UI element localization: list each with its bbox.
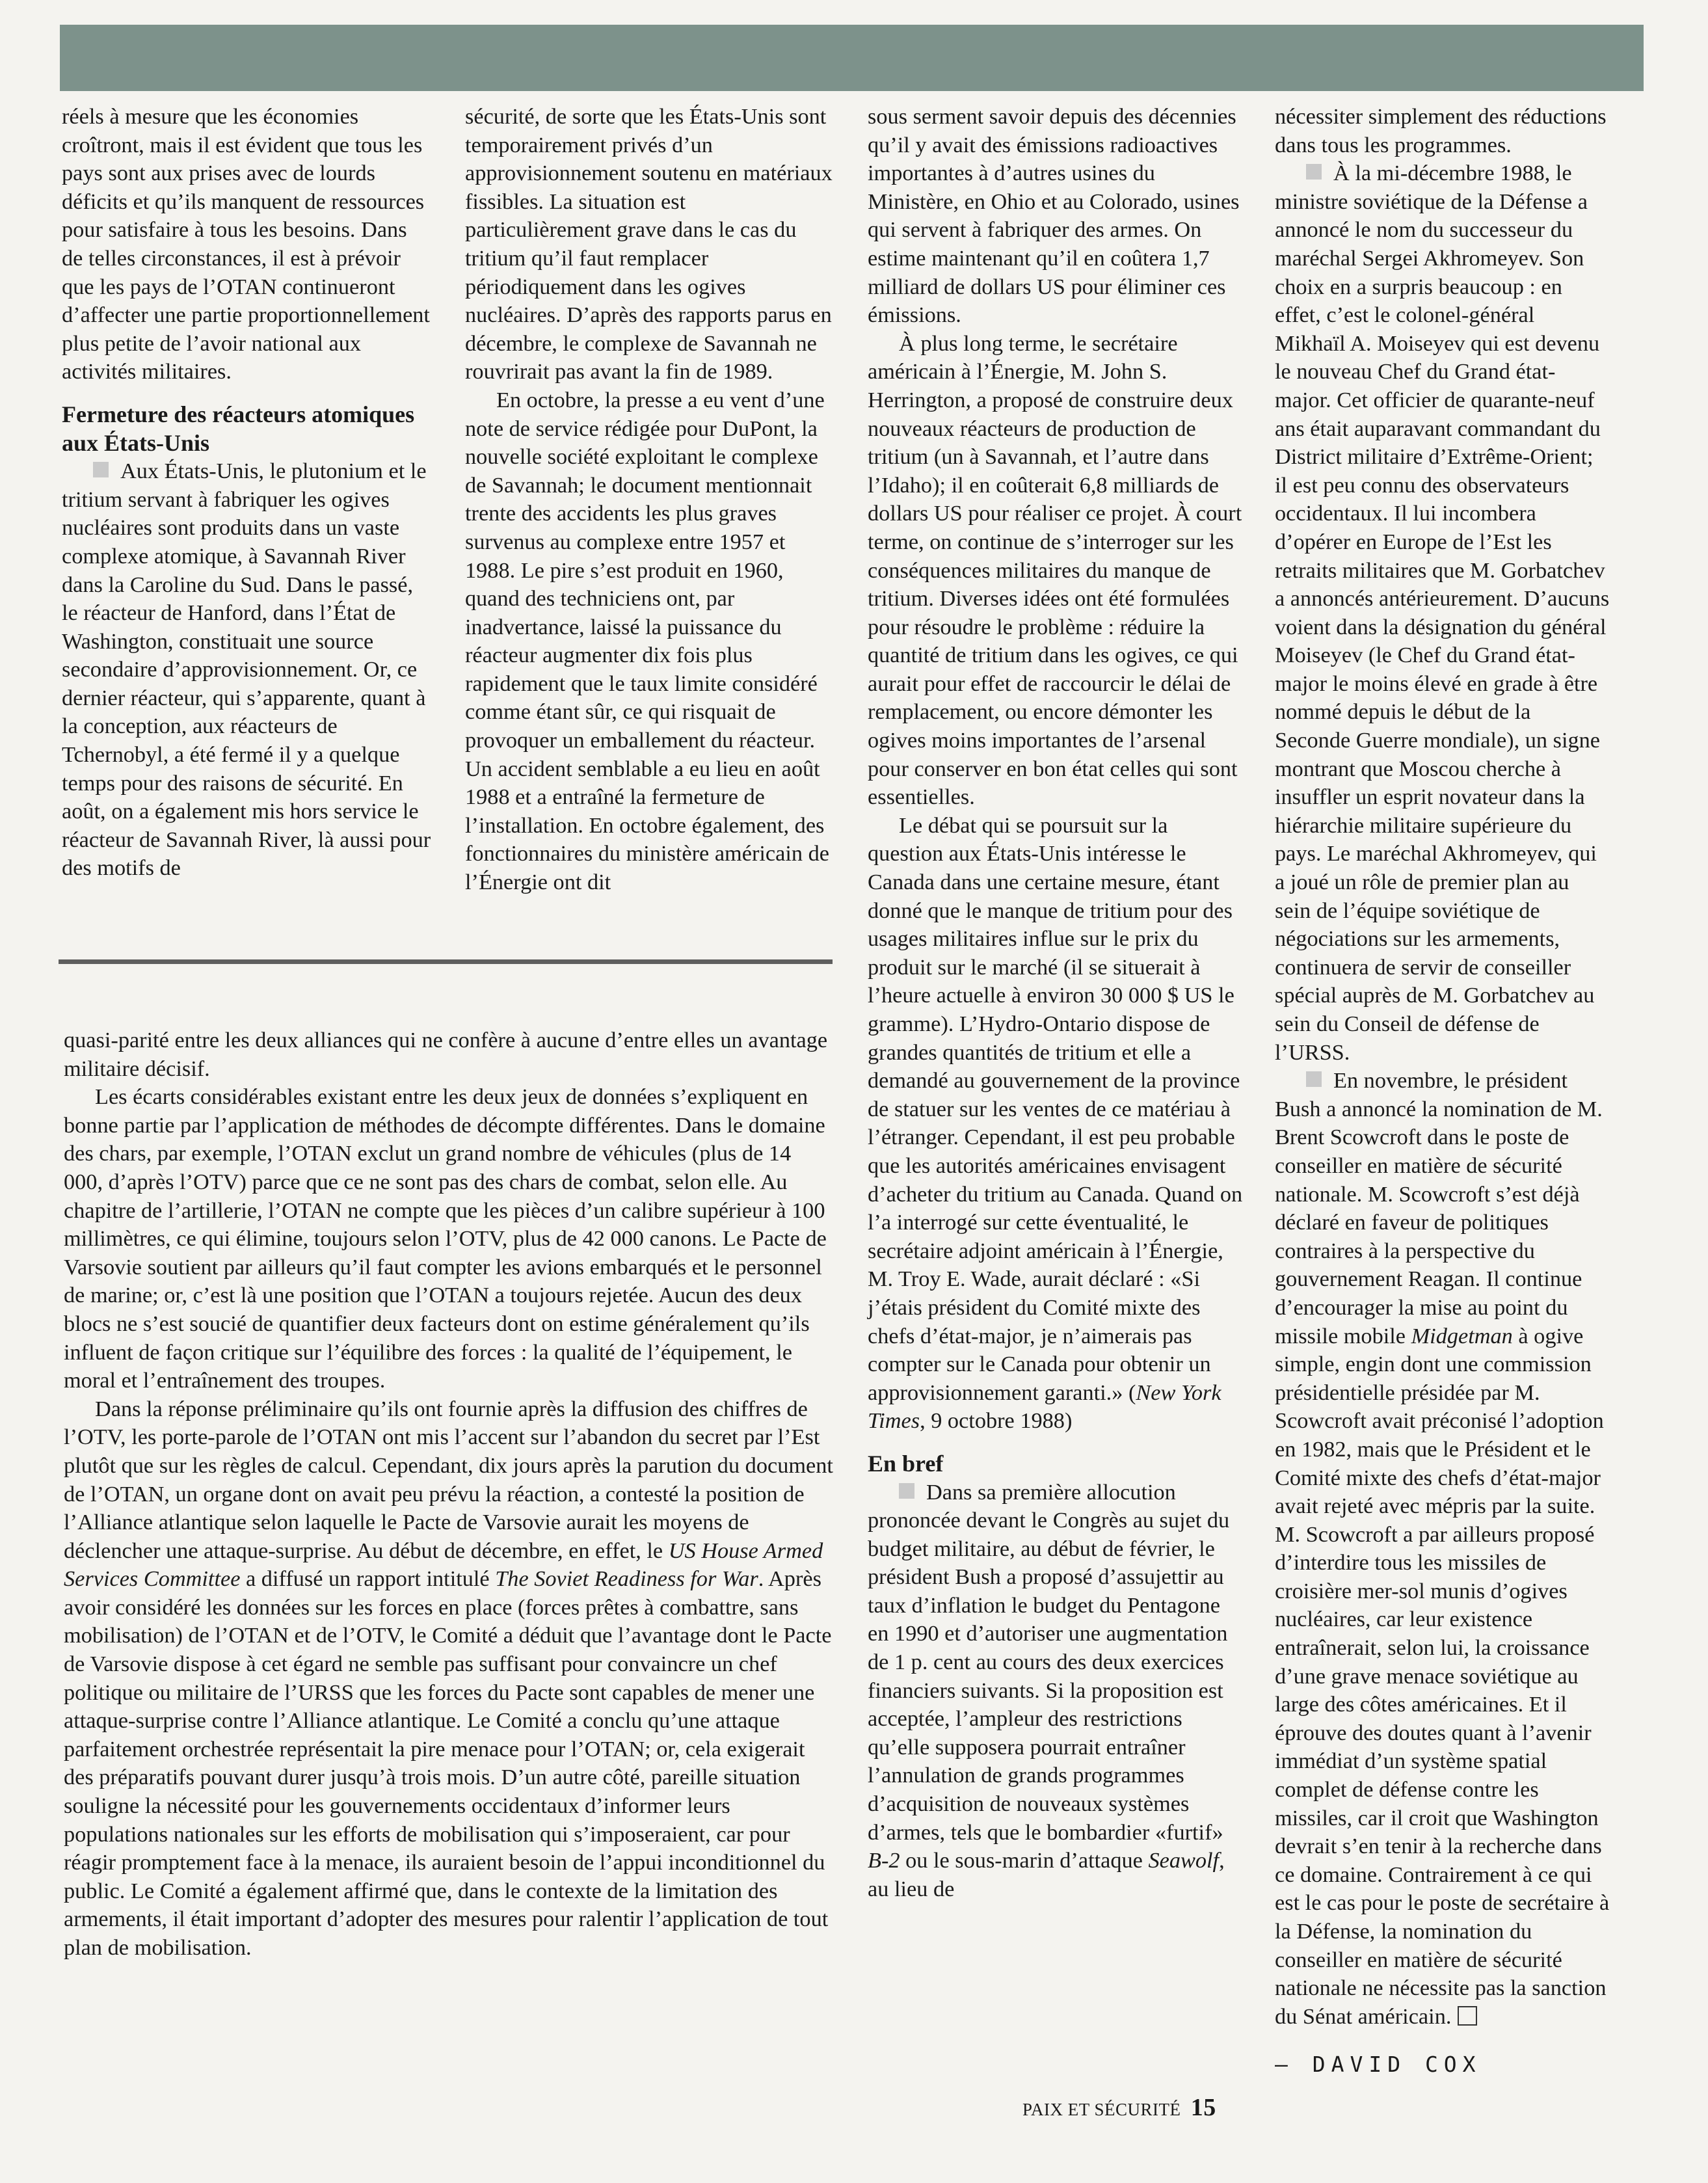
paragraph: réels à mesure que les économies croîtront, mais il est évident que tous les pays sont aux prises avec de lourds déficits et qu’ils manquent de ressources pour satisfaire à tous les besoins. Dans de telles circonstances, il est à prévoir que les pays de l’OTAN continueront d’affecter une partie proportionnellement plus petite de l’avoir national aux activités militaires. — [62, 104, 430, 384]
paragraph: Les écarts considérables existant entre les deux jeux de données s’expliquent en bonne partie par l’application de méthodes de décompte différentes. Dans le domaine des chars, par exemple, l’OTAN exclut un grand nombre de véhicules (plus de 14 000, d’après l’OTV) parce que ce ne sont pas des chars de combat, selon elle. Au chapitre de l’artillerie, l’OTAN ne compte que les pièces d’un calibre supérieur à 100 millimètres, ce qui élimine, toujours selon l’OTV, plus de 42 000 canons. Le Pacte de Varsovie soutient par ailleurs qu’il faut compter les avions embarqués et le personnel de marine; or, c’est là une position que l’OTAN a toujours rejetée. Aucun des deux blocs ne s’est soucié de quantifier deux facteurs dont on estime généralement qu’ils influent de façon critique sur l’équilibre des forces : la qualité de l’équipement, le moral et l’entraînement des troupes. — [64, 1084, 827, 1393]
column-2 — [465, 103, 836, 897]
paragraph: Aux États-Unis, le plutonium et le tritium servant à fabriquer les ogives nucléaires sont produits dans un vaste complexe atomique, à Savannah River dans la Caroline du Sud. Dans le passé, le réacteur de Hanford, dans l’État de Washington, constituait une source secondaire d’approvisionnement. Or, ce dernier réacteur, qui s’apparente, quant à la conception, aux réacteurs de Tchernobyl, a été fermé il y a quelque temps pour des raisons de sécurité. En août, on a également mis hors service le réacteur de Savannah River, là aussi pour des motifs de — [62, 459, 431, 881]
paragraph: En octobre, la presse a eu vent d’une note de service rédigée pour DuPont, la nouvelle société exploitant le complexe de Savannah; le document mentionnait trente des accidents les plus graves survenus au complexe entre 1957 et 1988. Le pire s’est produit en 1960, quand des techniciens ont, par inadvertance, laissé la puissance du réacteur augmenter dix fois plus rapidement que le taux limite considéré comme étant sûr, ce qui risquait de provoquer un emballement du réacteur. Un accident semblable a eu lieu en août 1988 et a entraîné la fermeture de l’installation. En octobre également, des fonctionnaires du ministère américain de l’Énergie ont dit — [465, 387, 829, 895]
paragraph: Dans la réponse préliminaire qu’ils ont fournie après la diffusion des chiffres de l’OTV, les porte-parole de l’OTAN ont mis l’accent sur l’abandon du secret par l’Est plutôt que sur les règles de calcul. Cependant, dix jours après la parution du document de l’OTAN, un organe dont on avait peu prévu la réaction, a contesté la position de l’Alliance atlantique selon laquelle le Pacte de Varsovie aurait les moyens de déclencher une attaque-surprise. Au début de décembre, en effet, le US House Armed Services Committee a diffusé un rapport intitulé The Soviet Readiness for War. Après avoir considéré les données sur les forces en place (forces prêtes à combattre, sans mobilisation) de l’OTAN et de l’OTV, le Comité a déduit que l’avantage dont le Pacte de Varsovie dispose à cet égard ne semble pas suffisant pour convaincre un chef politique ou militaire de l’URSS que les forces du Pacte sont capables de mener une attaque-surprise contre l’Alliance atlantique. Le Comité a conclu qu’une attaque parfaitement orchestrée représentait la pire menace pour l’OTAN; or, cela exigerait des préparatifs pouvant durer jusqu’à trois mois. D’un autre côté, pareille situation souligne la nécessité pour les gouvernements occidentaux d’informer leurs populations nationales sur les efforts de mobilisation qui s’imposeraient, car pour réagir promptement face à la menace, ils auraient besoin de l’appui inconditionnel du public. Le Comité a également affirmé que, dans le contexte de la limitation des armements, il était important d’adopter des mesures pour ralentir l’application de tout plan de mobilisation. — [64, 1396, 833, 1960]
square-bullet-icon — [1306, 164, 1322, 180]
italic-title: The Soviet Readiness for War — [495, 1566, 758, 1592]
italic-title: US House Armed Services Committee — [64, 1538, 823, 1592]
journal-name: PAIX ET SÉCURITÉ — [1022, 2100, 1181, 2119]
page-footer — [1022, 2093, 1216, 2122]
author-signature: – DAVID COX — [1275, 2052, 1482, 2078]
column-1 — [62, 103, 433, 883]
paragraph: sous serment savoir depuis des décennies qu’il y avait des émissions radioactives importantes à d’autres usines du Ministère, en Ohio et au Colorado, usines qui servent à fabriquer des armes. On estime maintenant qu’il en coûtera 1,7 milliard de dollars US pour éliminer ces émissions. — [868, 104, 1240, 328]
paragraph: nécessiter simplement des réductions dans tous les programmes. — [1275, 104, 1607, 157]
section-heading: Fermeture des réacteurs atomiques aux États-Unis — [62, 401, 415, 456]
end-of-article-box-icon — [1458, 2006, 1477, 2026]
paragraph: sécurité, de sorte que les États-Unis sont temporairement privés d’un approvisionnement soutenu en matériaux fissibles. La situation est particulièrement grave dans le cas du tritium qu’il faut remplacer périodiquement dans les ogives nucléaires. D’après des rapports parus en décembre, le complexe de Savannah ne rouvrirait pas avant la fin de 1989. — [465, 104, 833, 384]
page-number: 15 — [1190, 2094, 1216, 2121]
paragraph: quasi-parité entre les deux alliances qui ne confère à aucune d’entre elles un avantage militaire décisif. — [64, 1028, 828, 1081]
column-3 — [868, 103, 1245, 1903]
paragraph: Dans sa première allocution prononcée devant le Congrès au sujet du budget militaire, au début de février, le président Bush a proposé d’assujettir au taux d’inflation le budget du Pentagone en 1990 et d’autoriser une augmentation de 1 p. cent au cours des deux exercices financiers suivants. Si la proposition est acceptée, l’ampleur des restrictions qu’elle supposera pourrait entraîner l’annulation de grands programmes d’acquisition de nouveaux systèmes d’armes, tels que le bombardier «furtif» B-2 ou le sous-marin d’attaque Seawolf, au lieu de — [868, 1479, 1230, 1901]
paragraph: Le débat qui se poursuit sur la question aux États-Unis intéresse le Canada dans une certaine mesure, étant donné que le manque de tritium pour des usages militaires influe sur le prix du produit sur le marché (il se situerait à l’heure actuelle à environ 30 000 $ US le gramme). L’Hydro-Ontario dispose de grandes quantités de tritium et elle a demandé au gouvernement de la province de statuer sur les ventes de ce matériau à l’étranger. Cependant, il est peu probable que les autorités américaines envisagent d’acheter du tritium au Canada. Quand on l’a interrogé sur cette éventualité, le secrétaire adjoint américain à l’Énergie, M. Troy E. Wade, aurait déclaré : «Si j’étais président du Comité mixte des chefs d’état-major, je n’aimerais pas compter sur le Canada pour obtenir un approvisionnement garanti.» (New York Times, 9 octobre 1988) — [868, 812, 1243, 1434]
square-bullet-icon — [93, 462, 109, 477]
section-heading: En bref — [868, 1450, 944, 1477]
header-banner — [60, 25, 1644, 91]
italic-citation: New York Times — [868, 1380, 1221, 1434]
square-bullet-icon — [899, 1483, 914, 1499]
paragraph: À la mi-décembre 1988, le ministre soviétique de la Défense a annoncé le nom du successeur du maréchal Sergei Akhromeyev. Son choix en a surpris beaucoup : en effet, c’est le colonel-général Mikhaïl A. Moiseyev qui est devenu le nouveau Chef du Grand état-major. Cet officier de quarante-neuf ans était auparavant commandant du District militaire d’Extrême-Orient; il est peu connu des observateurs occidentaux. Il lui incombera d’opérer en Europe de l’Est les retraits militaires que M. Gorbatchev a annoncés antérieurement. D’aucuns voient dans la désignation du général Moiseyev (le Chef du Grand état-major le moins élevé en grade à être nommé depuis le début de la Seconde Guerre mondiale), un signe montrant que Moscou cherche à insuffler un esprit novateur dans la hiérarchie militaire supérieure du pays. Le maréchal Akhromeyev, qui a joué un rôle de premier plan au sein de l’équipe soviétique de négociations sur les armements, continuera de servir de conseiller spécial auprès de M. Gorbatchev au sein du Conseil de défense de l’URSS. — [1275, 161, 1610, 1065]
divider-rule — [59, 959, 833, 964]
paragraph: En novembre, le président Bush a annoncé la nomination de M. Brent Scowcroft dans le poste de conseiller en matière de sécurité nationale. M. Scowcroft s’est déjà déclaré en faveur de politiques contraires à la perspective du gouvernement Reagan. Il continue d’encourager la mise au point du missile mobile Midgetman à ogive simple, engin dont une commission présidentielle présidée par M. Scowcroft avait préconisé l’adoption en 1982, mais que le Président et le Comité mixte des chefs d’état-major avait rejeté avec mépris par la suite. M. Scowcroft a par ailleurs proposé d’interdire tous les missiles de croisière mer-sol munis d’ogives nucléaires, car leur existence entraînerait, selon lui, la croissance d’une grave menace soviétique au large des côtes américaines. Et il éprouve des doutes quant à l’avenir immédiat d’un système spatial complet de défense contre les missiles, car il croit que Washington devrait s’en tenir à la recherche dans ce domaine. Contrairement à ce qui est le cas pour le poste de secrétaire à la Défense, la nomination du conseiller en matière de sécurité nationale ne nécessite pas la sanction du Sénat américain. — [1275, 1068, 1610, 2029]
wide-text-block — [64, 1026, 835, 1962]
column-4 — [1275, 103, 1610, 2079]
square-bullet-icon — [1306, 1071, 1322, 1087]
paragraph: À plus long terme, le secrétaire américain à l’Énergie, M. John S. Herrington, a proposé de construire deux nouveaux réacteurs de production de tritium (un à Savannah, et l’autre dans l’Idaho); il en coûterait 6,8 milliards de dollars US pour réaliser ce projet. À court terme, on continue de s’interroger sur les conséquences militaires du manque de tritium. Diverses idées ont été formulées pour résoudre le problème : réduire la quantité de tritium dans les ogives, ce qui aurait pour effet de raccourcir le délai de remplacement, ou encore démonter les ogives moins importantes de l’arsenal pour conserver en bon état celles qui sont essentielles. — [868, 330, 1242, 810]
